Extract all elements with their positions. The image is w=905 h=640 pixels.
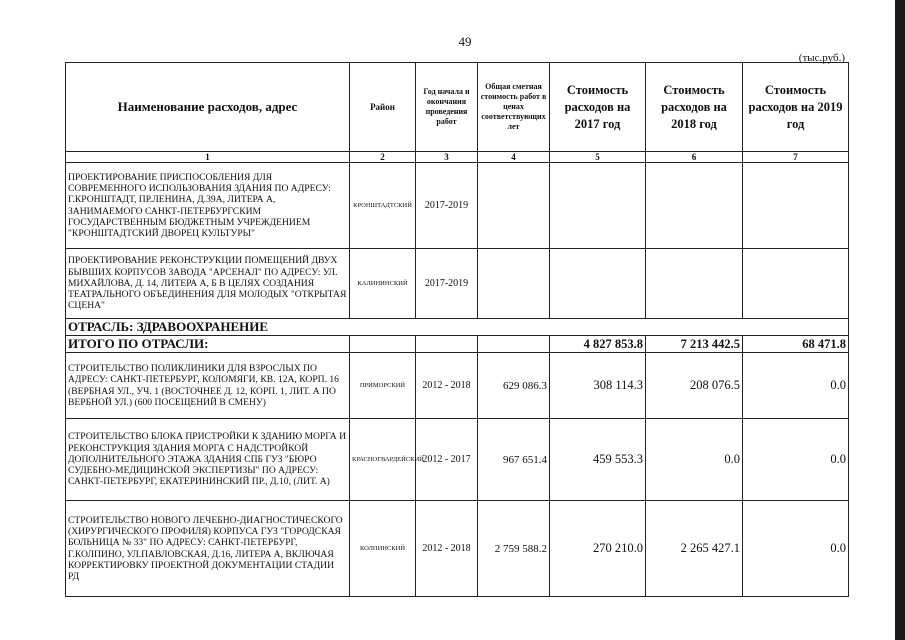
table-row: [66, 419, 849, 501]
row-estimate: [478, 249, 550, 319]
row-cost-2019: [743, 163, 849, 249]
row-cost-2018: 0.0: [646, 419, 743, 501]
row-years: 2017-2019: [416, 249, 478, 319]
row-estimate: 629 086.3: [478, 353, 550, 419]
table-row: [66, 501, 849, 597]
row-years: 2012 - 2018: [416, 501, 478, 597]
total-empty: [416, 336, 478, 353]
column-number: 1: [66, 152, 350, 163]
row-name: ПРОЕКТИРОВАНИЕ РЕКОНСТРУКЦИИ ПОМЕЩЕНИЙ ДВУХ БЫВШИХ КОРПУСОВ ЗАВОДА "АРСЕНАЛ" ПО АДРЕСУ: УЛ. МИХАЙЛОВА, Д. 14, ЛИТЕРА А, Б В ЦЕЛЯХ СОЗДАНИЯ ТЕАТРАЛЬНОГО ОБЪЕДИНЕНИЯ ДЛЯ МОЛОДЫХ "ОТКРЫТАЯ СЦЕНА": [66, 249, 350, 319]
row-cost-2017: [550, 249, 646, 319]
total-empty: [350, 336, 416, 353]
column-number: 5: [550, 152, 646, 163]
column-number: 4: [478, 152, 550, 163]
page-number: 49: [458, 34, 472, 49]
row-years: 2017-2019: [416, 163, 478, 249]
row-name: ПРОЕКТИРОВАНИЕ ПРИСПОСОБЛЕНИЯ ДЛЯ СОВРЕМЕННОГО ИСПОЛЬЗОВАНИЯ ЗДАНИЯ ПО АДРЕСУ: Г.КРОНШТАДТ, ПР.ЛЕНИНА, Д.39А, ЛИТЕРА А, ЗАНИМАЕМОГО САНКТ-ПЕТЕРБУРГСКИМ ГОСУДАРСТВЕННЫМ БЮДЖЕТНЫМ УЧРЕЖДЕНИЕМ "КРОНШТАДТСКИЙ ДВОРЕЦ КУЛЬТУРЫ": [66, 163, 350, 249]
total-label: ИТОГО ПО ОТРАСЛИ:: [66, 336, 350, 353]
column-number-row: [66, 152, 849, 163]
total-cost-2018: 7 213 442.5: [646, 336, 743, 353]
header-cost-2017: Стоимость расходов на 2017 год: [550, 63, 646, 152]
row-estimate: 2 759 588.2: [478, 501, 550, 597]
row-name: СТРОИТЕЛЬСТВО ПОЛИКЛИНИКИ ДЛЯ ВЗРОСЛЫХ ПО АДРЕСУ: САНКТ-ПЕТЕРБУРГ, КОЛОМЯГИ, КВ. 12А, КОРП. 16 (ВЕРБНАЯ УЛ., УЧ. 1 (ВОСТОЧНЕЕ Д. 12, КОРП. 1, ЛИТ. А ПО ВЕРБНОЙ УЛ.) (600 ПОСЕЩЕНИЙ В СМЕНУ): [66, 353, 350, 419]
row-estimate: [478, 163, 550, 249]
row-cost-2017: [550, 163, 646, 249]
column-number: 6: [646, 152, 743, 163]
row-district: КРОНШТАДТСКИЙ: [350, 163, 416, 249]
row-cost-2018: [646, 163, 743, 249]
row-name: СТРОИТЕЛЬСТВО НОВОГО ЛЕЧЕБНО-ДИАГНОСТИЧЕСКОГО (ХИРУРГИЧЕСКОГО ПРОФИЛЯ) КОРПУСА ГУЗ "ГОРОДСКАЯ БОЛЬНИЦА № 33" ПО АДРЕСУ: САНКТ-ПЕТЕРБУРГ, Г.КОЛПИНО, УЛ.ПАВЛОВСКАЯ, Д.16, ЛИТЕРА А, ВКЛЮЧАЯ КОРРЕКТИРОВКУ ПРОЕКТНОЙ ДОКУМЕНТАЦИИ СТАДИИ РД: [66, 501, 350, 597]
header-cost-2018: Стоимость расходов на 2018 год: [646, 63, 743, 152]
header-name: Наименование расходов, адрес: [66, 63, 350, 152]
total-row: [66, 336, 849, 353]
header-district: Район: [350, 63, 416, 152]
row-cost-2018: 2 265 427.1: [646, 501, 743, 597]
column-number: 2: [350, 152, 416, 163]
row-district: КАЛИНИНСКИЙ: [350, 249, 416, 319]
row-name: СТРОИТЕЛЬСТВО БЛОКА ПРИСТРОЙКИ К ЗДАНИЮ МОРГА И РЕКОНСТРУКЦИЯ ЗДАНИЯ МОРГА С НАДСТРОЙКОЙ ДОПОЛНИТЕЛЬНОГО ЭТАЖА ЗДАНИЯ СПБ ГУЗ "БЮРО СУДЕБНО-МЕДИЦИНСКОЙ ЭКСПЕРТИЗЫ" ПО АДРЕСУ: САНКТ-ПЕТЕРБУРГ, ЕКАТЕРИНИНСКИЙ ПР., Д.10, (ЛИТ. А): [66, 419, 350, 501]
units-label: (тыс.руб.): [798, 52, 845, 64]
row-district: ПРИМОРСКИЙ: [350, 353, 416, 419]
row-cost-2017: 308 114.3: [550, 353, 646, 419]
header-row: [66, 63, 849, 152]
row-cost-2019: 0.0: [743, 501, 849, 597]
table-row: [66, 353, 849, 419]
row-cost-2018: [646, 249, 743, 319]
budget-table: [65, 62, 849, 597]
row-cost-2019: 0.0: [743, 419, 849, 501]
table-row: [66, 249, 849, 319]
header-cost-2019: Стоимость расходов на 2019 год: [743, 63, 849, 152]
total-empty: [478, 336, 550, 353]
row-years: 2012 - 2017: [416, 419, 478, 501]
column-number: 7: [743, 152, 849, 163]
header-estimate: Общая сметная стоимость работ в ценах соответствующих лет: [478, 63, 550, 152]
row-district: КРАСНОГВАРДЕЙСКИЙ: [350, 419, 416, 501]
scan-edge: [895, 0, 905, 640]
total-cost-2019: 68 471.8: [743, 336, 849, 353]
row-cost-2017: 270 210.0: [550, 501, 646, 597]
row-estimate: 967 651.4: [478, 419, 550, 501]
row-cost-2019: 0.0: [743, 353, 849, 419]
row-cost-2018: 208 076.5: [646, 353, 743, 419]
row-cost-2019: [743, 249, 849, 319]
row-years: 2012 - 2018: [416, 353, 478, 419]
header-years: Год начала и окончания проведения работ: [416, 63, 478, 152]
row-cost-2017: 459 553.3: [550, 419, 646, 501]
total-cost-2017: 4 827 853.8: [550, 336, 646, 353]
section-row: [66, 319, 849, 336]
section-title: ОТРАСЛЬ: ЗДРАВООХРАНЕНИЕ: [66, 319, 849, 336]
row-district: КОЛПИНСКИЙ: [350, 501, 416, 597]
table-row: [66, 163, 849, 249]
column-number: 3: [416, 152, 478, 163]
